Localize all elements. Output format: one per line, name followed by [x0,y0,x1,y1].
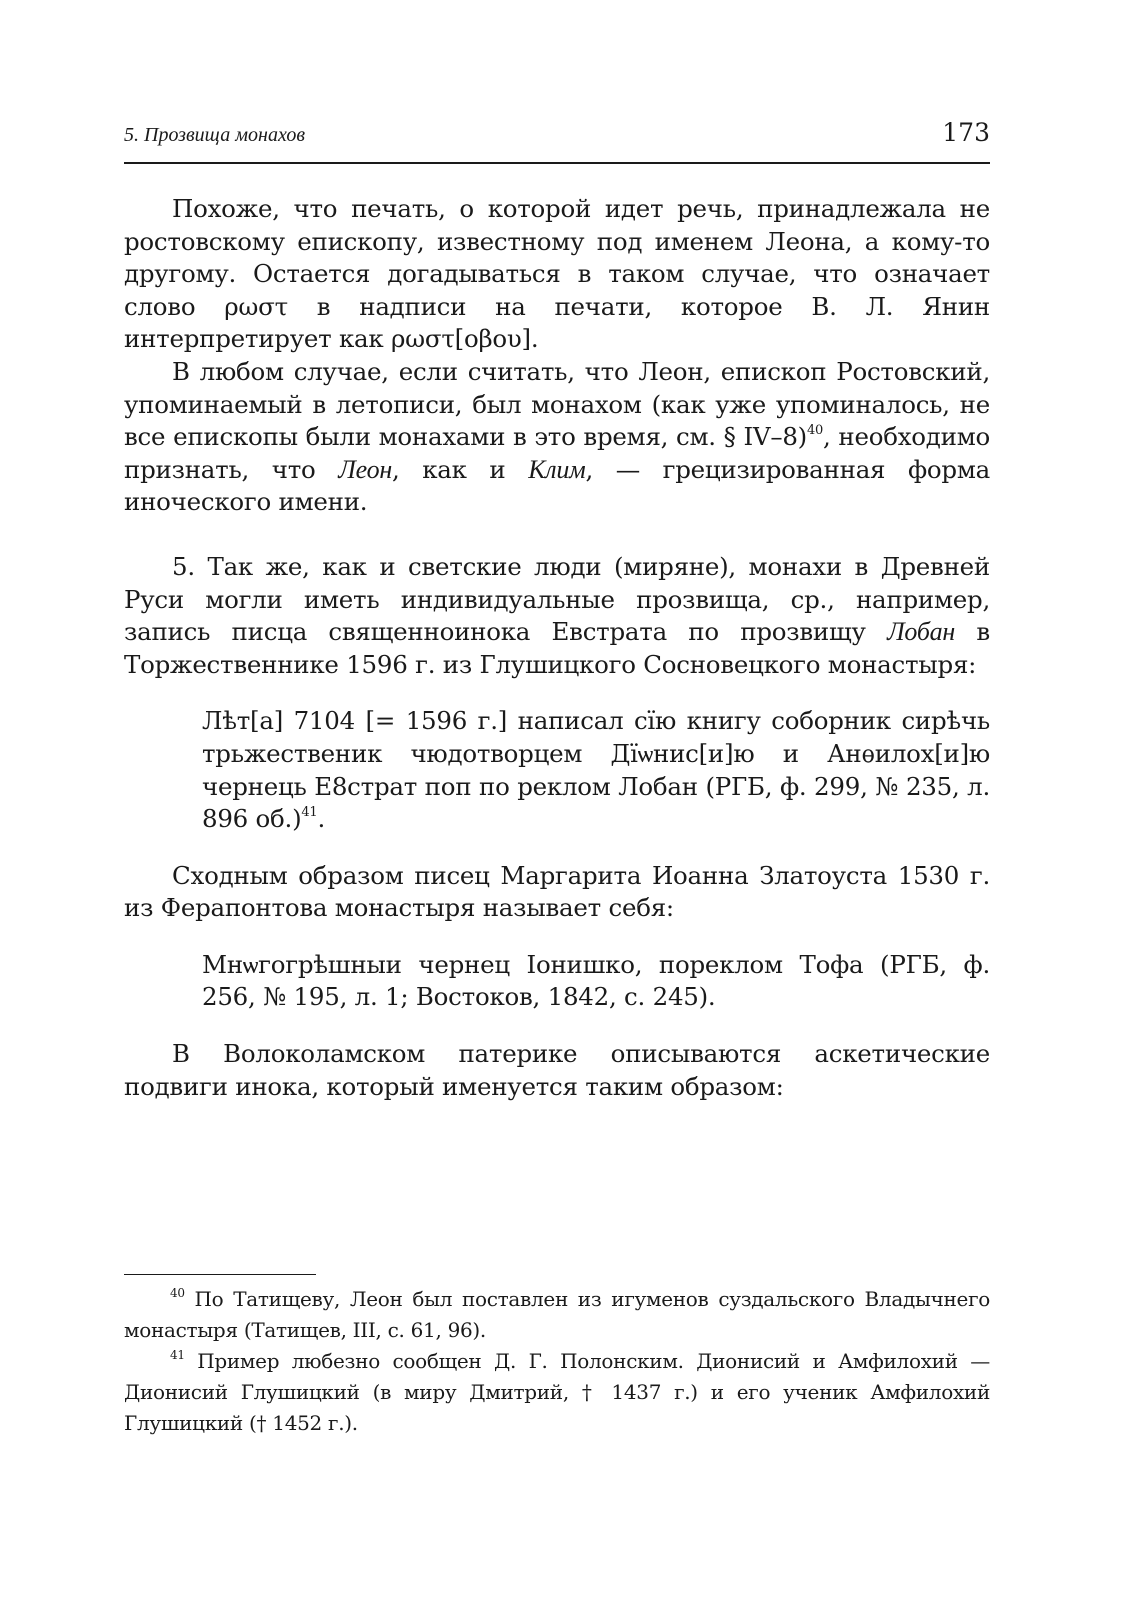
emphasis-klim: Клим [528,454,586,484]
paragraph-margarita: Сходным образом писец Маргарита Иоанна Златоуста 1530 г. из Ферапонтова монастыря называет себя: [124,860,990,923]
page-number: 173 [942,118,990,147]
text-run: , необходимо признать, что [124,422,990,484]
paragraph-paterik: В Волоколамском патерике описываются аскетические подвиги инока, который именуется таким образом: [124,1039,990,1101]
footnote-separator [124,1274,316,1275]
emphasis-leon: Леон [338,454,392,484]
text-run: в Торжественнике 1596 г. из Глушицкого Сосновецкого монастыря: [124,617,990,679]
paragraph-nicknames [124,551,990,681]
footnote-number: 41 [170,1348,185,1362]
paragraph-leon [124,356,990,519]
main-text [124,193,990,1103]
footnotes [124,1284,990,1439]
quote-inscription-ionishko: Мнѡгогрѣшныи чернец Іонишко, пореклом Тофа (РГБ, ф. 256, № 195, л. 1; Востоков, 1842, с. 245). [202,949,990,1012]
text-run: 5. Так же, как и светские люди (миряне), монахи в Древней Руси могли иметь индивидуальные прозвища, ср., например, запись писца священноинока Евстрата по прозвищу [124,551,990,647]
paragraph-seal: Похоже, что печать, о которой идет речь, принадлежала не ростовскому епископу, известному под именем Леона, а кому-то другому. Остается догадываться в таком случае, что означает слово ρωστ в надписи на печати, которое В. Л. Янин интерпретирует как ρωστ[οβου]. [124,194,990,354]
emphasis-loban: Лобан [887,617,956,647]
page-header [124,118,990,164]
footnote-41 [124,1346,990,1439]
text-run: . [317,804,325,834]
text-run: В любом случае, если считать, что Леон, епископ Ростовский, упоминаемый в летописи, был монахом (как уже упоминалось, не все епископы были монахами в это время, см. § IV–8) [124,356,990,452]
footnote-40 [124,1284,990,1346]
footnote-text: Пример любезно сообщен Д. Г. Полонским. Дионисий и Амфилохий — Дионисий Глушицкий (в миру Дмитрий, † 1437 г.) и его ученик Амфилохий Глушицкий († 1452 г.). [124,1349,990,1435]
running-head: 5. Прозвища монахов [124,124,306,146]
text-run: , — грецизированная форма иноческого имени. [124,454,990,517]
footnote-text: По Татищеву, Леон был поставлен из игуменов суздальского Владычнего монастыря (Татищев, III, с. 61, 96). [124,1287,990,1342]
footnote-number: 40 [170,1286,185,1300]
text-run: , как и [391,454,529,484]
text-run: Лѣт[а] 7104 [= 1596 г.] написал сїю книгу соборник сирѣчь трьжественик чюдотворцем Дїѡнис[и]ю и Анѳилох[и]ю чернець Е8страт поп по реклом Лобан (РГБ, ф. 299, № 235, л. 896 об.) [202,706,990,834]
quote-inscription-1596 [202,705,990,835]
footnote-ref-40[interactable]: 40 [806,423,824,439]
footnote-ref-41[interactable]: 41 [301,805,318,821]
